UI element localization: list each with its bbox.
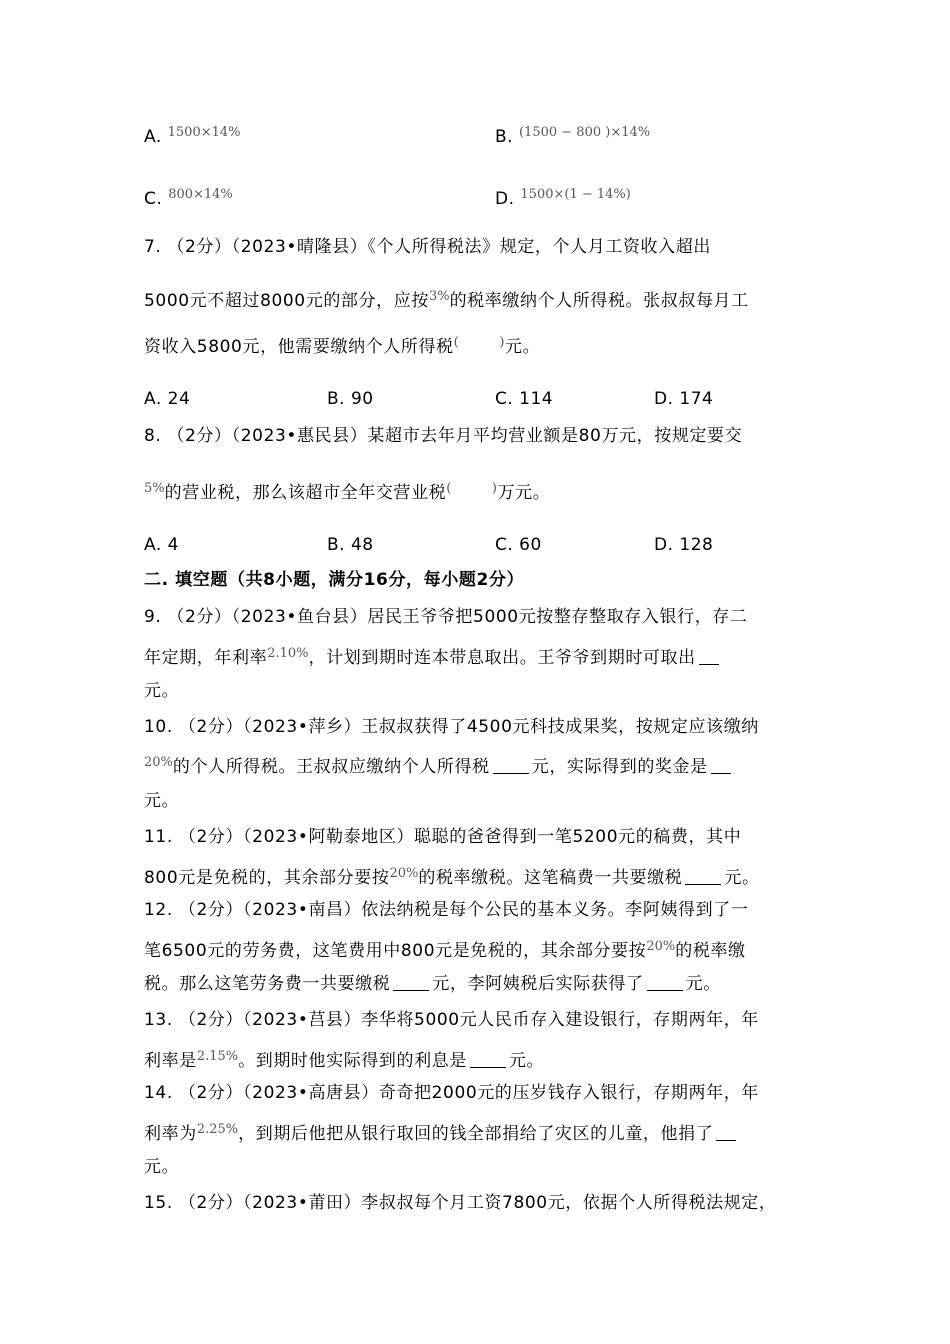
q9-line-3: 元。 bbox=[144, 681, 180, 701]
q11-line-2: 800元是免税的，其余部分要按$^{20\%}$的税率缴税。这笔稿费一共要缴税 元。 bbox=[144, 866, 760, 888]
q9-answer-blank[interactable] bbox=[699, 650, 719, 665]
q10-bonus-blank[interactable] bbox=[711, 759, 731, 774]
q13-answer-blank[interactable] bbox=[470, 1053, 506, 1068]
q12-tax-blank[interactable] bbox=[393, 976, 429, 991]
q14-line-3: 元。 bbox=[144, 1157, 180, 1177]
q8-option-c: C. 60 bbox=[495, 535, 542, 555]
q12-net-blank[interactable] bbox=[647, 976, 683, 991]
q9-line-2: 年定期，年利率$^{2.10\%}$，计划到期时连本带息取出。王爷爷到期时可取出 bbox=[144, 643, 722, 669]
q6-option-c: C. $^{800\times 14\%}$ bbox=[144, 187, 233, 209]
q7-option-b: B. 90 bbox=[327, 389, 374, 409]
q7-line-2: 5000元不超过8000元的部分，应按$^{3\%}$的税率缴纳个人所得税。张叔叔每月工 bbox=[144, 289, 749, 311]
q7-option-d: D. 174 bbox=[654, 389, 714, 409]
q13-line-2: 利率是$^{2.15\%}$。到期时他实际得到的利息是 元。 bbox=[144, 1049, 545, 1071]
q12-line-1: 12. （2分）（2023•南昌）依法纳税是每个公民的基本义务。李阿姨得到了一 bbox=[144, 900, 749, 920]
q7-line-3: 资收入5800元，他需要缴纳个人所得税( )元。 bbox=[144, 335, 541, 357]
q6-option-d: D. $^{1500\times(1 - 14\%)}$ bbox=[495, 187, 631, 209]
q7-line-1: 7. （2分）（2023•晴隆县）《个人所得税法》规定，个人月工资收入超出 bbox=[144, 237, 711, 257]
q10-tax-blank[interactable] bbox=[493, 759, 529, 774]
q8-line-1: 8. （2分）（2023•惠民县）某超市去年月平均营业额是80万元，按规定要交 bbox=[144, 426, 743, 446]
q11-line-1: 11. （2分）（2023•阿勒泰地区）聪聪的爸爸得到一笔5200元的稿费，其中 bbox=[144, 827, 742, 847]
q8-option-d: D. 128 bbox=[654, 535, 714, 555]
q6-option-a: A. $^{1500\times 14\%}$ bbox=[144, 125, 241, 147]
q8-option-a: A. 4 bbox=[144, 535, 179, 555]
q11-answer-blank[interactable] bbox=[685, 870, 721, 885]
q12-line-2: 笔6500元的劳务费，这笔费用中800元是免税的，其余部分要按$^{20\%}$的税率缴 bbox=[144, 939, 746, 961]
q8-line-2: $^{5\%}$的营业税，那么该超市全年交营业税( )万元。 bbox=[144, 481, 551, 503]
q7-option-c: C. 114 bbox=[495, 389, 554, 409]
q15-line-1: 15. （2分）（2023•莆田）李叔叔每个月工资7800元，依据个人所得税法规定， bbox=[144, 1193, 777, 1213]
q14-answer-blank[interactable] bbox=[716, 1126, 736, 1141]
q6-option-b: B. $^{(1500 - 800 )\times 14\%}$ bbox=[495, 125, 651, 147]
q10-line-2: $^{20\%}$的个人所得税。王叔叔应缴纳个人所得税 元，实际得到的奖金是 bbox=[144, 752, 734, 778]
q10-line-3: 元。 bbox=[144, 791, 180, 811]
section-2-heading: 二. 填空题（共8小题，满分16分，每小题2分） bbox=[144, 570, 525, 590]
q14-line-2: 利率为$^{2.25\%}$，到期后他把从银行取回的钱全部捐给了灾区的儿童，他捐了 bbox=[144, 1119, 739, 1145]
q13-line-1: 13. （2分）（2023•莒县）李华将5000元人民币存入建设银行，存期两年，年 bbox=[144, 1010, 759, 1030]
q14-line-1: 14. （2分）（2023•高唐县）奇奇把2000元的压岁钱存入银行，存期两年，年 bbox=[144, 1083, 759, 1103]
q10-line-1: 10. （2分）（2023•萍乡）王叔叔获得了4500元科技成果奖，按规定应该缴纳 bbox=[144, 717, 759, 737]
q7-option-a: A. 24 bbox=[144, 389, 191, 409]
q8-option-b: B. 48 bbox=[327, 535, 374, 555]
q9-line-1: 9. （2分）（2023•鱼台县）居民王爷爷把5000元按整存整取存入银行，存二 bbox=[144, 607, 748, 627]
q12-line-3: 税。那么这笔劳务费一共要缴税 元，李阿姨税后实际获得了 元。 bbox=[144, 974, 721, 994]
